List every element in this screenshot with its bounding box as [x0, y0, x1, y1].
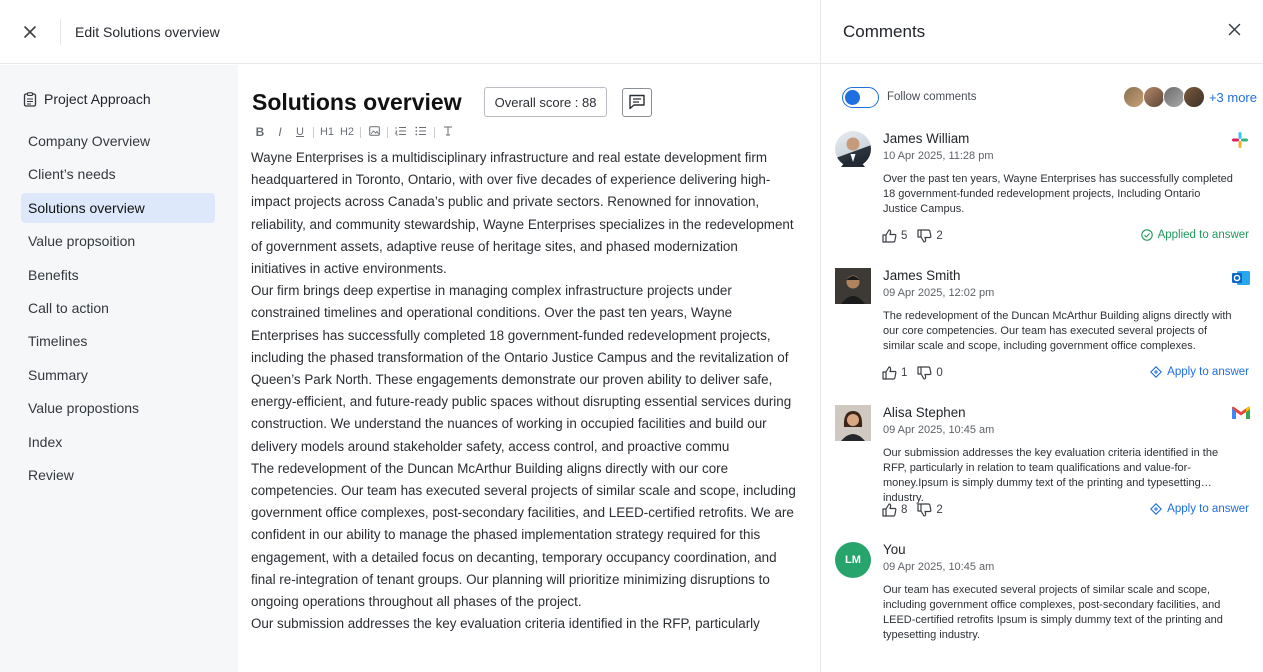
close-comments-button[interactable] — [1228, 23, 1241, 41]
sidebar-item-call-to-action[interactable]: Call to action — [28, 299, 109, 316]
avatar: LM — [835, 542, 871, 578]
thumbs-down-icon[interactable] — [917, 503, 932, 517]
applied-label: Applied to answer — [1157, 229, 1249, 241]
formatting-toolbar — [250, 124, 458, 140]
comments-panel — [820, 0, 1263, 672]
apply-icon — [1150, 366, 1162, 378]
dislike-count: 0 — [936, 367, 943, 379]
comment-text: Our team has executed several projects of similar scale and scope, including government office complexes, post-secondary facilities, and LEED-certified retrofits Ipsum is simply dummy text of the printing and typesetting industry. — [883, 584, 1223, 641]
gmail-icon — [1231, 405, 1251, 425]
comment-reactions — [882, 366, 953, 380]
sidebar-item-solutions-overview[interactable]: Solutions overview — [21, 193, 215, 223]
clipboard-icon — [23, 92, 37, 107]
more-followers-link[interactable]: +3 more — [1208, 89, 1257, 105]
apply-to-answer-button[interactable] — [1150, 366, 1249, 378]
comment-card — [835, 268, 1255, 386]
avatar — [1143, 86, 1165, 108]
dislike-count: 2 — [936, 504, 943, 516]
sidebar-item-value-propositions[interactable]: Value propostions — [28, 400, 140, 417]
thumbs-up-icon[interactable] — [882, 229, 897, 243]
editor-header — [0, 0, 820, 64]
avatar — [1163, 86, 1185, 108]
sidebar-item-value-proposition[interactable]: Value propsoition — [28, 233, 136, 250]
like-count: 1 — [901, 367, 908, 379]
underline-button[interactable]: U — [296, 126, 304, 138]
comment-card — [835, 131, 1255, 249]
image-icon — [369, 126, 380, 136]
like-count: 5 — [901, 230, 908, 242]
ordered-list-icon — [395, 126, 407, 136]
person-icon — [835, 405, 871, 441]
apply-icon — [1150, 503, 1162, 515]
comments-header — [821, 0, 1263, 64]
sidebar-item-company-overview[interactable]: Company Overview — [28, 133, 151, 149]
comment-text: Our submission addresses the key evaluation criteria identified in the RFP, particularly in relation to team qualifications and value-for-money.Ipsum is simply dummy text of the printing and typesetting industry. — [883, 447, 1219, 504]
avatar — [1183, 86, 1205, 108]
ordered-list-button[interactable] — [391, 126, 411, 139]
outlook-icon — [1231, 268, 1251, 288]
dislike-count: 2 — [936, 230, 943, 242]
toggle-knob — [845, 90, 860, 105]
paragraph: Our firm brings deep expertise in managing complex infrastructure projects under constrained timelines and operational conditions. Over the past ten years, Wayne Enterprises has successfully completed 18 government-funded redevelopment projects, including the phased transformation of the Ontario Justice Campus and the revitalization of Queen’s Park North. These engagements demonstrate our proven ability to deliver safe, energy-efficient, and future-ready public spaces without disrupting essential services during construction. We understand the nuances of working in occupied facilities and build our delivery models around stakeholder safety, access control, and proactive commu — [251, 283, 792, 454]
followers-avatars[interactable] — [1123, 86, 1257, 108]
image-button[interactable] — [364, 126, 384, 139]
sidebar-list — [0, 126, 238, 490]
follow-comments-toggle[interactable] — [842, 87, 879, 108]
overall-score-badge: Overall score : 88 — [484, 87, 608, 117]
comment-reactions — [882, 503, 953, 517]
avatar — [835, 405, 871, 441]
heading2-button[interactable]: H2 — [339, 126, 355, 138]
comment-date: 10 Apr 2025, 11:28 pm — [883, 150, 994, 162]
sidebar-heading — [23, 89, 238, 109]
follow-row — [842, 85, 1257, 109]
clear-format-button[interactable] — [438, 126, 458, 139]
toolbar-divider — [360, 127, 361, 138]
thumbs-down-icon[interactable] — [917, 229, 932, 243]
comment-reactions — [882, 229, 953, 243]
paragraph: Wayne Enterprises is a multidisciplinary infrastructure and real estate development firm headquartered in Toronto, Ontario, with over five decades of experience delivering high-impact projects across Canada’s public and private sectors. Renowned for innovation, reliability, and community stewardship, Wayne Enterprises specializes in the redevelopment of government assets, adaptive reuse of heritage sites, and phased modernization initiatives in active environments. — [251, 150, 794, 277]
thumbs-up-icon[interactable] — [882, 366, 897, 380]
apply-label: Apply to answer — [1167, 503, 1249, 515]
comment-card — [835, 405, 1255, 523]
sidebar-item-index[interactable]: Index — [28, 433, 63, 450]
sidebar-item-timelines[interactable]: Timelines — [28, 333, 88, 350]
check-circle-icon — [1141, 229, 1153, 241]
editor-title-row — [252, 87, 652, 117]
comment-author: You — [883, 542, 906, 557]
sidebar-heading-label: Project Approach — [44, 91, 151, 107]
comment-card — [835, 542, 1255, 652]
comments-toggle-button[interactable] — [622, 88, 652, 117]
close-editor-button[interactable] — [0, 0, 60, 64]
apply-to-answer-button[interactable] — [1150, 503, 1249, 515]
avatar — [1123, 86, 1145, 108]
follow-comments-label: Follow comments — [887, 91, 977, 103]
avatar — [835, 268, 871, 304]
person-icon — [835, 131, 871, 167]
header-divider — [60, 19, 61, 45]
applied-status — [1141, 229, 1249, 241]
slack-icon — [1231, 131, 1251, 151]
italic-button[interactable]: I — [278, 125, 282, 139]
like-count: 8 — [901, 504, 908, 516]
close-icon — [23, 25, 37, 39]
comment-author: James William — [883, 131, 970, 146]
comment-text: Over the past ten years, Wayne Enterprises has successfully completed 18 government-funded redevelopment projects, Including Ontario Justice Campus. — [883, 173, 1233, 215]
bullet-list-button[interactable] — [411, 126, 431, 139]
toolbar-divider — [387, 127, 388, 138]
paragraph: Our submission addresses the key evaluation criteria identified in the RFP, particularly — [251, 616, 760, 632]
section-sidebar — [0, 65, 238, 672]
comment-date: 09 Apr 2025, 10:45 am — [883, 424, 995, 436]
document-body[interactable] — [251, 147, 796, 635]
paragraph: The redevelopment of the Duncan McArthur Building aligns directly with our core competencies. Our team has executed several projects of similar scale and scope, including government office complexes, post-secondary facilities, and LEED-certified retrofits. We are confident in our ability to manage the phased implementation strategy required for this engagement, with a detailed focus on decanting, temporary occupancy coordination, and final re-integration of tenant groups. Our planning will prioritize minimizing disruptions to ongoing operations throughout all phases of the project. — [251, 460, 796, 610]
heading1-button[interactable]: H1 — [319, 126, 335, 138]
person-icon — [835, 268, 871, 304]
thumbs-down-icon[interactable] — [917, 366, 932, 380]
apply-label: Apply to answer — [1167, 366, 1249, 378]
toolbar-divider — [434, 127, 435, 138]
comment-icon — [628, 94, 646, 110]
comment-author: James Smith — [883, 268, 961, 283]
bullet-list-icon — [415, 126, 427, 136]
avatar — [835, 131, 871, 167]
sidebar-item-clients-needs[interactable]: Client’s needs — [28, 166, 116, 183]
bold-button[interactable]: B — [255, 125, 265, 139]
comment-author: Alisa Stephen — [883, 405, 966, 420]
page-title: Edit Solutions overview — [75, 23, 220, 40]
sidebar-item-summary[interactable]: Summary — [28, 366, 88, 383]
comment-date: 09 Apr 2025, 12:02 pm — [883, 287, 995, 299]
document-editor — [238, 65, 820, 672]
clear-format-icon — [443, 126, 453, 136]
toolbar-divider — [313, 127, 314, 138]
sidebar-item-review[interactable]: Review — [28, 466, 74, 483]
thumbs-up-icon[interactable] — [882, 503, 897, 517]
comment-text: The redevelopment of the Duncan McArthur Building aligns directly with our core competencies. Our team has executed several projects of similar scale and scope, including government office complexes. — [883, 310, 1232, 352]
comment-date: 09 Apr 2025, 10:45 am — [883, 561, 995, 573]
comments-title: Comments — [843, 21, 926, 41]
sidebar-item-benefits[interactable]: Benefits — [28, 266, 79, 283]
document-title: Solutions overview — [252, 88, 462, 115]
close-icon — [1228, 23, 1241, 36]
